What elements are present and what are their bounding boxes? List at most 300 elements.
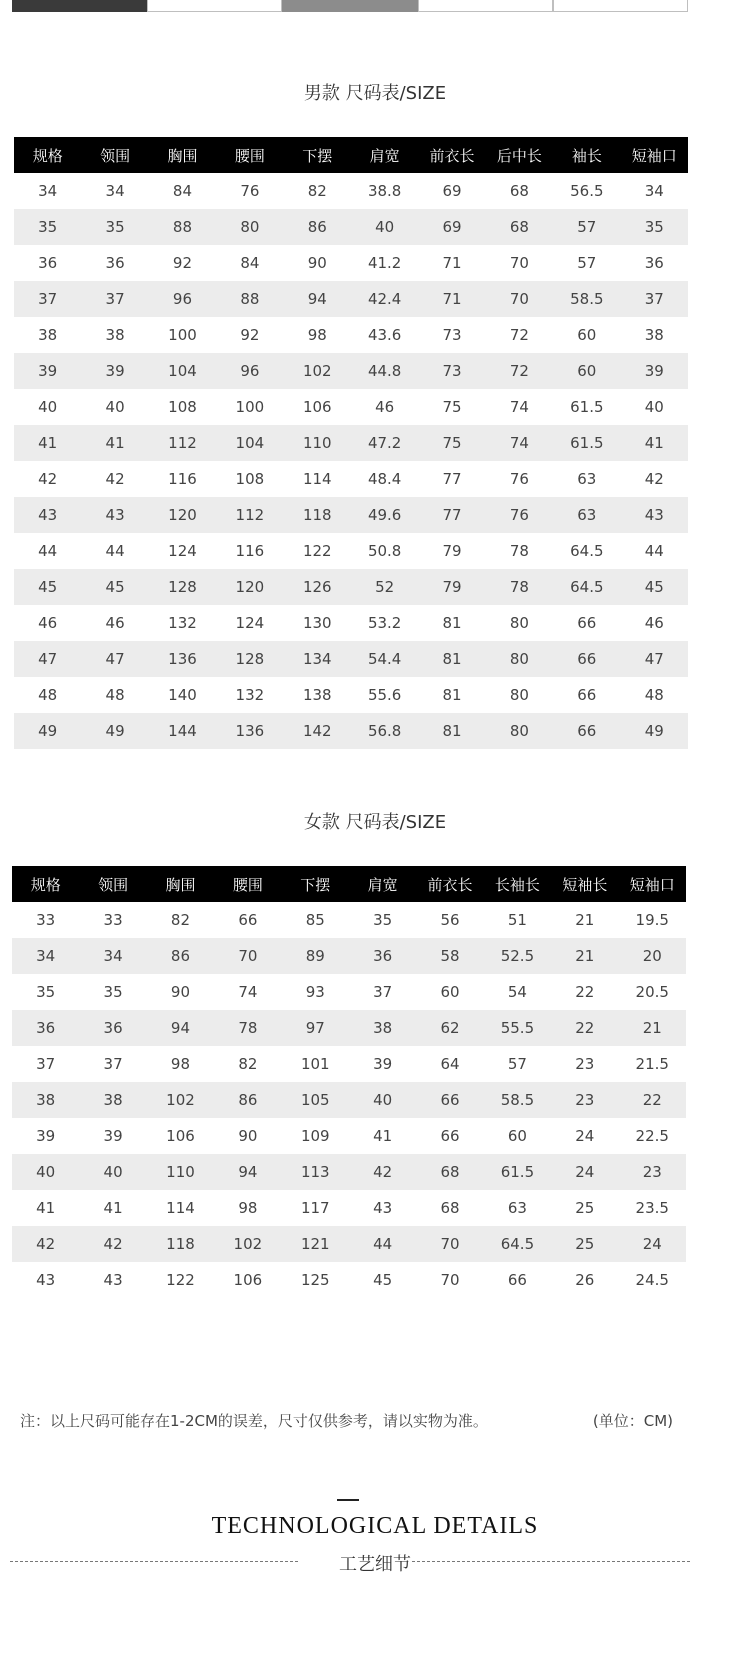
table-cell: 58.5 [484, 1082, 551, 1118]
table-row [14, 209, 688, 245]
table-row [14, 353, 688, 389]
table-cell: 36 [349, 938, 416, 974]
table-cell: 41 [103, 1199, 123, 1217]
table-cell: 37 [103, 1055, 123, 1073]
table-cell: 39 [14, 353, 81, 389]
table-cell: 25 [551, 1226, 618, 1262]
table-cell: 41 [621, 425, 688, 461]
table-cell: 24 [575, 1127, 595, 1145]
women-header-cell: 长袖长 [484, 866, 551, 902]
table-row [14, 497, 688, 533]
table-cell: 40 [38, 398, 58, 416]
table-cell: 86 [214, 1082, 281, 1118]
table-cell: 21.5 [635, 1055, 669, 1073]
table-cell: 80 [486, 641, 553, 677]
table-cell: 62 [416, 1010, 483, 1046]
table-cell: 45 [373, 1271, 393, 1289]
table-cell: 44 [349, 1226, 416, 1262]
table-cell: 104 [216, 425, 283, 461]
table-cell: 84 [240, 254, 260, 272]
table-cell: 39 [103, 1127, 123, 1145]
table-cell: 52 [351, 569, 418, 605]
women-header-cell: 胸围 [147, 866, 214, 902]
table-cell: 97 [282, 1010, 349, 1046]
table-row [14, 677, 688, 713]
table-cell: 22.5 [635, 1127, 669, 1145]
top-tab-2[interactable] [147, 0, 282, 12]
table-cell: 24 [551, 1154, 618, 1190]
table-cell: 60 [553, 353, 620, 389]
table-cell: 69 [418, 209, 485, 245]
table-cell: 81 [442, 614, 462, 632]
table-cell: 56.8 [351, 713, 418, 749]
table-cell: 120 [149, 497, 216, 533]
table-cell: 73 [442, 326, 462, 344]
table-row [12, 938, 686, 974]
table-cell: 94 [284, 281, 351, 317]
tech-title-dash [337, 1499, 359, 1501]
table-cell: 66 [238, 911, 258, 929]
table-cell: 68 [509, 182, 529, 200]
table-cell: 70 [440, 1271, 460, 1289]
table-row [14, 317, 688, 353]
top-tab-4[interactable] [418, 0, 553, 12]
table-cell: 102 [214, 1226, 281, 1262]
table-cell: 56 [440, 911, 460, 929]
table-cell: 49.6 [351, 497, 418, 533]
table-cell: 40 [12, 1154, 79, 1190]
table-cell: 74 [486, 425, 553, 461]
table-cell: 94 [214, 1154, 281, 1190]
table-cell: 128 [216, 641, 283, 677]
table-cell: 89 [282, 938, 349, 974]
women-header-cell: 短袖长 [551, 866, 618, 902]
table-cell: 37 [81, 281, 148, 317]
table-cell: 57 [553, 209, 620, 245]
table-cell: 20.5 [635, 983, 669, 1001]
table-cell: 19.5 [635, 911, 669, 929]
table-cell: 49 [621, 713, 688, 749]
table-cell: 73 [418, 353, 485, 389]
table-row [14, 713, 688, 749]
table-cell: 43 [81, 497, 148, 533]
table-cell: 66 [416, 1082, 483, 1118]
table-cell: 39 [373, 1055, 393, 1073]
table-cell: 24 [619, 1226, 686, 1262]
men-header-cell: 领围 [81, 137, 148, 173]
table-cell: 110 [147, 1154, 214, 1190]
table-row [14, 173, 688, 209]
table-cell: 38 [349, 1010, 416, 1046]
table-cell: 78 [214, 1010, 281, 1046]
table-cell: 38 [79, 1082, 146, 1118]
table-cell: 56.5 [570, 182, 604, 200]
table-row [12, 902, 686, 938]
table-cell: 80 [486, 713, 553, 749]
table-cell: 60 [440, 983, 460, 1001]
table-cell: 35 [373, 911, 393, 929]
table-cell: 64.5 [570, 542, 604, 560]
table-cell: 106 [166, 1127, 195, 1145]
table-cell: 82 [238, 1055, 258, 1073]
table-row [14, 425, 688, 461]
table-cell: 42.4 [351, 281, 418, 317]
table-cell: 20 [619, 938, 686, 974]
table-row [14, 569, 688, 605]
table-cell: 96 [216, 353, 283, 389]
table-cell: 118 [147, 1226, 214, 1262]
table-cell: 130 [302, 614, 332, 632]
table-cell: 37 [36, 1055, 56, 1073]
table-cell: 39 [621, 353, 688, 389]
table-cell: 61.5 [553, 425, 620, 461]
table-cell: 60 [577, 326, 597, 344]
table-cell: 41 [81, 425, 148, 461]
unit-label: (单位：CM) [592, 1412, 673, 1430]
women-header-cell: 肩宽 [349, 866, 416, 902]
table-cell: 21 [575, 911, 595, 929]
table-cell: 60 [507, 1127, 527, 1145]
table-cell: 45 [14, 569, 81, 605]
table-cell: 34 [12, 938, 79, 974]
table-cell: 66 [553, 713, 620, 749]
table-cell: 47.2 [351, 425, 418, 461]
table-cell: 144 [149, 713, 216, 749]
men-header-cell: 袖长 [553, 137, 620, 173]
top-tab-1[interactable] [12, 0, 147, 12]
men-header-cell: 规格 [14, 137, 81, 173]
table-cell: 48 [105, 686, 125, 704]
table-cell: 104 [149, 353, 216, 389]
table-cell: 125 [300, 1271, 330, 1289]
table-cell: 128 [149, 569, 216, 605]
men-table-header [14, 137, 688, 173]
table-cell: 33 [36, 911, 56, 929]
table-cell: 35 [14, 209, 81, 245]
table-cell: 124 [235, 614, 265, 632]
tech-title: TECHNOLOGICAL DETAILS [211, 1513, 539, 1539]
table-cell: 124 [168, 542, 197, 560]
table-cell: 74 [509, 398, 529, 416]
table-cell: 23.5 [635, 1199, 669, 1217]
table-cell: 88 [216, 281, 283, 317]
table-cell: 84 [172, 182, 193, 200]
table-cell: 51 [507, 911, 527, 929]
table-cell: 41 [373, 1127, 393, 1145]
table-cell: 93 [305, 983, 325, 1001]
table-cell: 43.6 [367, 326, 402, 344]
table-cell: 49 [14, 713, 81, 749]
table-cell: 100 [168, 326, 197, 344]
table-cell: 76 [486, 497, 553, 533]
table-cell: 35 [81, 209, 148, 245]
table-cell: 40 [105, 398, 125, 416]
table-cell: 38 [38, 326, 58, 344]
table-cell: 98 [170, 1055, 191, 1073]
table-cell: 116 [235, 542, 265, 560]
table-row [12, 1082, 686, 1118]
table-cell: 43 [14, 497, 81, 533]
table-cell: 140 [168, 686, 197, 704]
table-cell: 76 [509, 470, 529, 488]
table-cell: 66 [577, 614, 597, 632]
table-cell: 66 [507, 1271, 527, 1289]
table-cell: 122 [166, 1271, 195, 1289]
table-cell: 41 [36, 1199, 56, 1217]
table-cell: 63 [507, 1199, 527, 1217]
table-cell: 70 [509, 254, 529, 272]
table-cell: 55.6 [367, 686, 402, 704]
women-header-cell: 短袖口 [619, 866, 686, 902]
table-cell: 40 [351, 209, 418, 245]
table-cell: 108 [235, 470, 265, 488]
table-row [14, 641, 688, 677]
table-cell: 77 [418, 497, 485, 533]
table-cell: 48 [38, 686, 58, 704]
table-cell: 74 [238, 983, 258, 1001]
table-cell: 45 [621, 569, 688, 605]
table-cell: 23 [551, 1082, 618, 1118]
table-cell: 42 [38, 470, 58, 488]
table-cell: 35 [103, 983, 123, 1001]
table-cell: 75 [418, 425, 485, 461]
table-cell: 44.8 [351, 353, 418, 389]
table-cell: 42 [12, 1226, 79, 1262]
women-header-cell: 前衣长 [416, 866, 483, 902]
table-cell: 22 [551, 1010, 618, 1046]
table-row [12, 1154, 686, 1190]
table-cell: 92 [172, 254, 193, 272]
men-size-table [14, 137, 688, 749]
top-tab-3[interactable] [282, 0, 417, 12]
table-cell: 46 [105, 614, 125, 632]
table-cell: 90 [307, 254, 327, 272]
table-cell: 23 [575, 1055, 595, 1073]
table-cell: 63 [553, 497, 620, 533]
table-cell: 80 [216, 209, 283, 245]
table-cell: 50.8 [367, 542, 402, 560]
table-cell: 37 [373, 983, 393, 1001]
table-cell: 122 [302, 542, 332, 560]
table-cell: 86 [284, 209, 351, 245]
table-cell: 64.5 [484, 1226, 551, 1262]
table-cell: 36 [105, 254, 125, 272]
table-cell: 40 [644, 398, 664, 416]
table-cell: 36 [644, 254, 664, 272]
women-table-header [12, 866, 686, 902]
table-row [12, 1118, 686, 1154]
table-cell: 112 [149, 425, 216, 461]
table-cell: 69 [442, 182, 462, 200]
table-cell: 86 [147, 938, 214, 974]
table-cell: 36 [38, 254, 58, 272]
table-cell: 106 [233, 1271, 263, 1289]
table-cell: 66 [440, 1127, 460, 1145]
table-cell: 61.5 [484, 1154, 551, 1190]
table-cell: 42 [105, 470, 125, 488]
table-row [14, 461, 688, 497]
table-cell: 47 [81, 641, 148, 677]
women-size-table [12, 866, 686, 1298]
table-row [12, 1046, 686, 1082]
men-header-cell: 腰围 [216, 137, 283, 173]
table-row [14, 245, 688, 281]
table-cell: 64 [440, 1055, 460, 1073]
women-header-cell: 腰围 [214, 866, 281, 902]
table-row [14, 389, 688, 425]
table-cell: 43 [36, 1271, 56, 1289]
table-cell: 114 [166, 1199, 195, 1217]
table-cell: 43 [373, 1199, 393, 1217]
table-cell: 121 [282, 1226, 349, 1262]
table-cell: 66 [553, 641, 620, 677]
table-cell: 40 [349, 1082, 416, 1118]
table-cell: 72 [486, 353, 553, 389]
women-header-cell: 下摆 [282, 866, 349, 902]
table-cell: 22 [619, 1082, 686, 1118]
table-row [12, 974, 686, 1010]
table-cell: 98 [307, 326, 327, 344]
table-cell: 109 [300, 1127, 330, 1145]
table-cell: 38.8 [367, 182, 402, 200]
men-header-cell: 后中长 [486, 137, 553, 173]
table-cell: 136 [216, 713, 283, 749]
table-cell: 46 [38, 614, 58, 632]
table-cell: 117 [300, 1199, 330, 1217]
table-row [12, 1010, 686, 1046]
table-cell: 98 [238, 1199, 258, 1217]
table-cell: 61.5 [570, 398, 604, 416]
table-cell: 70 [214, 938, 281, 974]
top-tab-5[interactable] [553, 0, 688, 12]
table-cell: 34 [38, 182, 58, 200]
table-cell: 25 [575, 1199, 595, 1217]
table-cell: 82 [307, 182, 327, 200]
table-cell: 142 [284, 713, 351, 749]
tech-subtitle: 工艺细节 [339, 1554, 411, 1575]
table-cell: 85 [305, 911, 325, 929]
table-cell: 36 [12, 1010, 79, 1046]
table-cell: 36 [79, 1010, 146, 1046]
table-cell: 34 [79, 938, 146, 974]
table-row [12, 1226, 686, 1262]
table-cell: 106 [302, 398, 332, 416]
men-header-cell: 短袖口 [621, 137, 688, 173]
table-cell: 79 [418, 569, 485, 605]
table-cell: 34 [644, 182, 664, 200]
table-cell: 44 [38, 542, 58, 560]
table-cell: 44 [644, 542, 664, 560]
table-cell: 78 [486, 569, 553, 605]
table-cell: 108 [168, 398, 197, 416]
table-cell: 37 [14, 281, 81, 317]
table-cell: 81 [418, 713, 485, 749]
table-cell: 41.2 [367, 254, 402, 272]
table-cell: 24.5 [635, 1271, 669, 1289]
table-cell: 132 [168, 614, 197, 632]
table-cell: 102 [147, 1082, 214, 1118]
table-cell: 33 [103, 911, 123, 929]
table-cell: 58.5 [553, 281, 620, 317]
women-header-cell: 规格 [12, 866, 79, 902]
table-cell: 39 [36, 1127, 56, 1145]
table-cell: 57 [577, 254, 597, 272]
table-cell: 53.2 [367, 614, 402, 632]
table-row [14, 281, 688, 317]
table-cell: 38 [644, 326, 664, 344]
table-cell: 118 [284, 497, 351, 533]
table-cell: 49 [81, 713, 148, 749]
table-cell: 126 [284, 569, 351, 605]
table-cell: 72 [509, 326, 529, 344]
table-cell: 77 [442, 470, 462, 488]
table-cell: 48.4 [367, 470, 402, 488]
table-cell: 94 [147, 1010, 214, 1046]
men-header-cell: 肩宽 [351, 137, 418, 173]
table-cell: 66 [577, 686, 597, 704]
table-cell: 90 [238, 1127, 258, 1145]
table-cell: 46 [375, 398, 395, 416]
table-cell: 63 [577, 470, 597, 488]
table-row [12, 1190, 686, 1226]
table-cell: 58 [416, 938, 483, 974]
table-cell: 102 [284, 353, 351, 389]
table-cell: 64.5 [553, 569, 620, 605]
table-cell: 39 [81, 353, 148, 389]
table-cell: 47 [621, 641, 688, 677]
table-cell: 46 [644, 614, 664, 632]
table-cell: 68 [440, 1199, 460, 1217]
table-cell: 45 [81, 569, 148, 605]
table-cell: 70 [416, 1226, 483, 1262]
table-cell: 54.4 [351, 641, 418, 677]
table-cell: 54 [507, 983, 527, 1001]
table-cell: 92 [240, 326, 260, 344]
table-cell: 101 [300, 1055, 330, 1073]
table-cell: 71 [418, 281, 485, 317]
table-cell: 48 [644, 686, 664, 704]
table-cell: 68 [416, 1154, 483, 1190]
table-cell: 138 [302, 686, 332, 704]
table-cell: 57 [507, 1055, 527, 1073]
table-cell: 110 [284, 425, 351, 461]
table-cell: 41 [14, 425, 81, 461]
table-cell: 21 [619, 1010, 686, 1046]
table-cell: 105 [282, 1082, 349, 1118]
table-cell: 132 [235, 686, 265, 704]
table-cell: 75 [442, 398, 462, 416]
men-header-cell: 前衣长 [418, 137, 485, 173]
table-cell: 71 [442, 254, 462, 272]
table-cell: 114 [302, 470, 332, 488]
women-size-title: 女款 尺码表/SIZE [303, 812, 447, 833]
table-cell: 76 [240, 182, 260, 200]
table-row [12, 1262, 686, 1298]
table-cell: 55.5 [484, 1010, 551, 1046]
men-header-cell: 胸围 [149, 137, 216, 173]
table-cell: 116 [168, 470, 197, 488]
table-cell: 34 [105, 182, 125, 200]
table-cell: 26 [575, 1271, 595, 1289]
men-size-title: 男款 尺码表/SIZE [303, 83, 447, 104]
table-cell: 100 [235, 398, 265, 416]
top-tab-bar [12, 0, 688, 12]
table-cell: 136 [149, 641, 216, 677]
table-cell: 43 [621, 497, 688, 533]
table-cell: 22 [575, 983, 595, 1001]
table-cell: 81 [442, 686, 462, 704]
table-cell: 40 [79, 1154, 146, 1190]
